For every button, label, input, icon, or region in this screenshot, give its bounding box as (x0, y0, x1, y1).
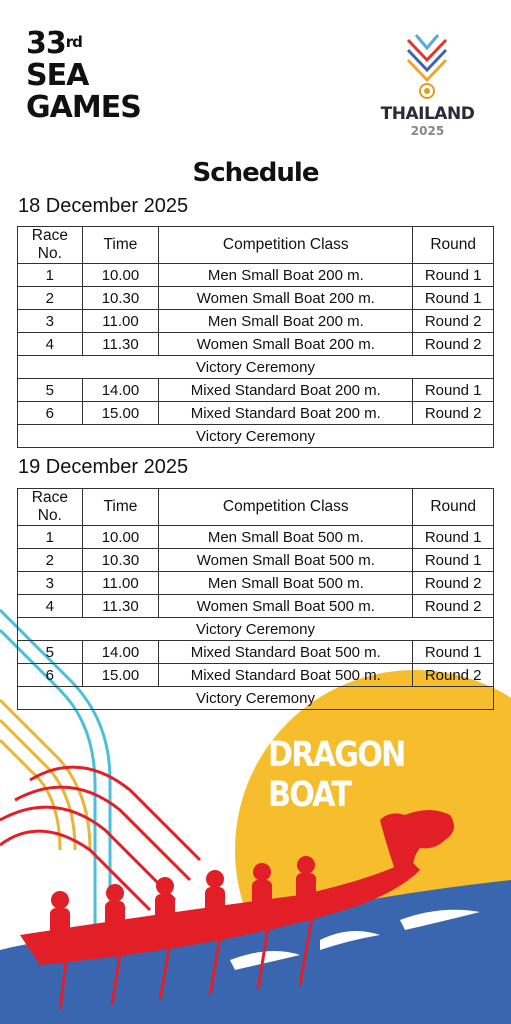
class-cell: Mixed Standard Boat 500 m. (159, 641, 413, 664)
schedule-table-day-2 (17, 488, 494, 710)
class-cell: Women Small Boat 500 m. (159, 595, 413, 618)
table-row (18, 264, 494, 287)
logo-country: THAILAND (380, 104, 475, 124)
class-cell: Women Small Boat 200 m. (159, 287, 413, 310)
time-cell: 14.00 (82, 641, 159, 664)
time-cell: 14.00 (82, 379, 159, 402)
round-cell: Round 1 (413, 379, 494, 402)
table-row (18, 333, 494, 356)
race-no-cell: 5 (18, 379, 83, 402)
table-header-row (18, 227, 494, 264)
logo-year: 2025 (410, 124, 445, 138)
table-row (18, 310, 494, 333)
header-round: Round (413, 489, 494, 526)
time-cell: 10.00 (82, 264, 159, 287)
header-competition-class: Competition Class (159, 489, 413, 526)
class-cell: Women Small Boat 500 m. (159, 549, 413, 572)
header-competition-class: Competition Class (159, 227, 413, 264)
time-cell: 10.30 (82, 549, 159, 572)
round-cell: Round 1 (413, 549, 494, 572)
race-no-cell: 6 (18, 664, 83, 687)
sport-title: DRAGON BOAT (268, 735, 405, 815)
round-cell: Round 2 (413, 310, 494, 333)
table-row (18, 595, 494, 618)
round-cell: Round 1 (413, 526, 494, 549)
event-line-sea: SEA (26, 58, 89, 93)
race-no-cell: 3 (18, 310, 83, 333)
time-cell: 15.00 (82, 664, 159, 687)
table-body (18, 526, 494, 710)
time-cell: 10.30 (82, 287, 159, 310)
ceremony-row (18, 425, 494, 448)
header-round: Round (413, 227, 494, 264)
round-cell: Round 2 (413, 595, 494, 618)
table-header-row (18, 489, 494, 526)
race-no-cell: 4 (18, 333, 83, 356)
ceremony-cell: Victory Ceremony (18, 618, 494, 641)
ceremony-cell: Victory Ceremony (18, 356, 494, 379)
header-time: Time (82, 227, 159, 264)
header-race-no: Race No. (18, 489, 83, 526)
table-body (18, 264, 494, 448)
race-no-cell: 6 (18, 402, 83, 425)
race-no-cell: 3 (18, 572, 83, 595)
schedule-table-day-1 (17, 226, 494, 448)
class-cell: Men Small Boat 500 m. (159, 526, 413, 549)
table-row (18, 379, 494, 402)
race-no-cell: 2 (18, 549, 83, 572)
ceremony-row (18, 618, 494, 641)
class-cell: Men Small Boat 500 m. (159, 572, 413, 595)
class-cell: Women Small Boat 200 m. (159, 333, 413, 356)
header-time: Time (82, 489, 159, 526)
event-line-games: GAMES (26, 90, 141, 125)
schedule-title: Schedule (192, 158, 319, 188)
table-row (18, 572, 494, 595)
class-cell: Men Small Boat 200 m. (159, 310, 413, 333)
time-cell: 11.00 (82, 310, 159, 333)
race-no-cell: 1 (18, 264, 83, 287)
ceremony-cell: Victory Ceremony (18, 687, 494, 710)
class-cell: Men Small Boat 200 m. (159, 264, 413, 287)
table-row (18, 664, 494, 687)
event-number: 33 (26, 26, 66, 61)
table-row (18, 526, 494, 549)
sea-games-emblem-icon (402, 30, 452, 102)
round-cell: Round 1 (413, 641, 494, 664)
table-row (18, 549, 494, 572)
round-cell: Round 2 (413, 664, 494, 687)
time-cell: 11.30 (82, 333, 159, 356)
ceremony-row (18, 356, 494, 379)
race-no-cell: 2 (18, 287, 83, 310)
day-date-2: 19 December 2025 (18, 456, 189, 478)
round-cell: Round 2 (413, 333, 494, 356)
class-cell: Mixed Standard Boat 500 m. (159, 664, 413, 687)
round-cell: Round 2 (413, 402, 494, 425)
round-cell: Round 1 (413, 287, 494, 310)
table-row (18, 402, 494, 425)
time-cell: 10.00 (82, 526, 159, 549)
thailand-2025-logo (370, 30, 485, 142)
table-row (18, 287, 494, 310)
ordinal-suffix: rd (65, 33, 82, 51)
header-race-no: Race No. (18, 227, 83, 264)
race-no-cell: 5 (18, 641, 83, 664)
ceremony-row (18, 687, 494, 710)
ceremony-cell: Victory Ceremony (18, 425, 494, 448)
time-cell: 11.30 (82, 595, 159, 618)
race-no-cell: 1 (18, 526, 83, 549)
round-cell: Round 1 (413, 264, 494, 287)
time-cell: 15.00 (82, 402, 159, 425)
class-cell: Mixed Standard Boat 200 m. (159, 379, 413, 402)
time-cell: 11.00 (82, 572, 159, 595)
day-date-1: 18 December 2025 (18, 195, 189, 217)
event-title (26, 28, 141, 124)
table-row (18, 641, 494, 664)
class-cell: Mixed Standard Boat 200 m. (159, 402, 413, 425)
round-cell: Round 2 (413, 572, 494, 595)
race-no-cell: 4 (18, 595, 83, 618)
